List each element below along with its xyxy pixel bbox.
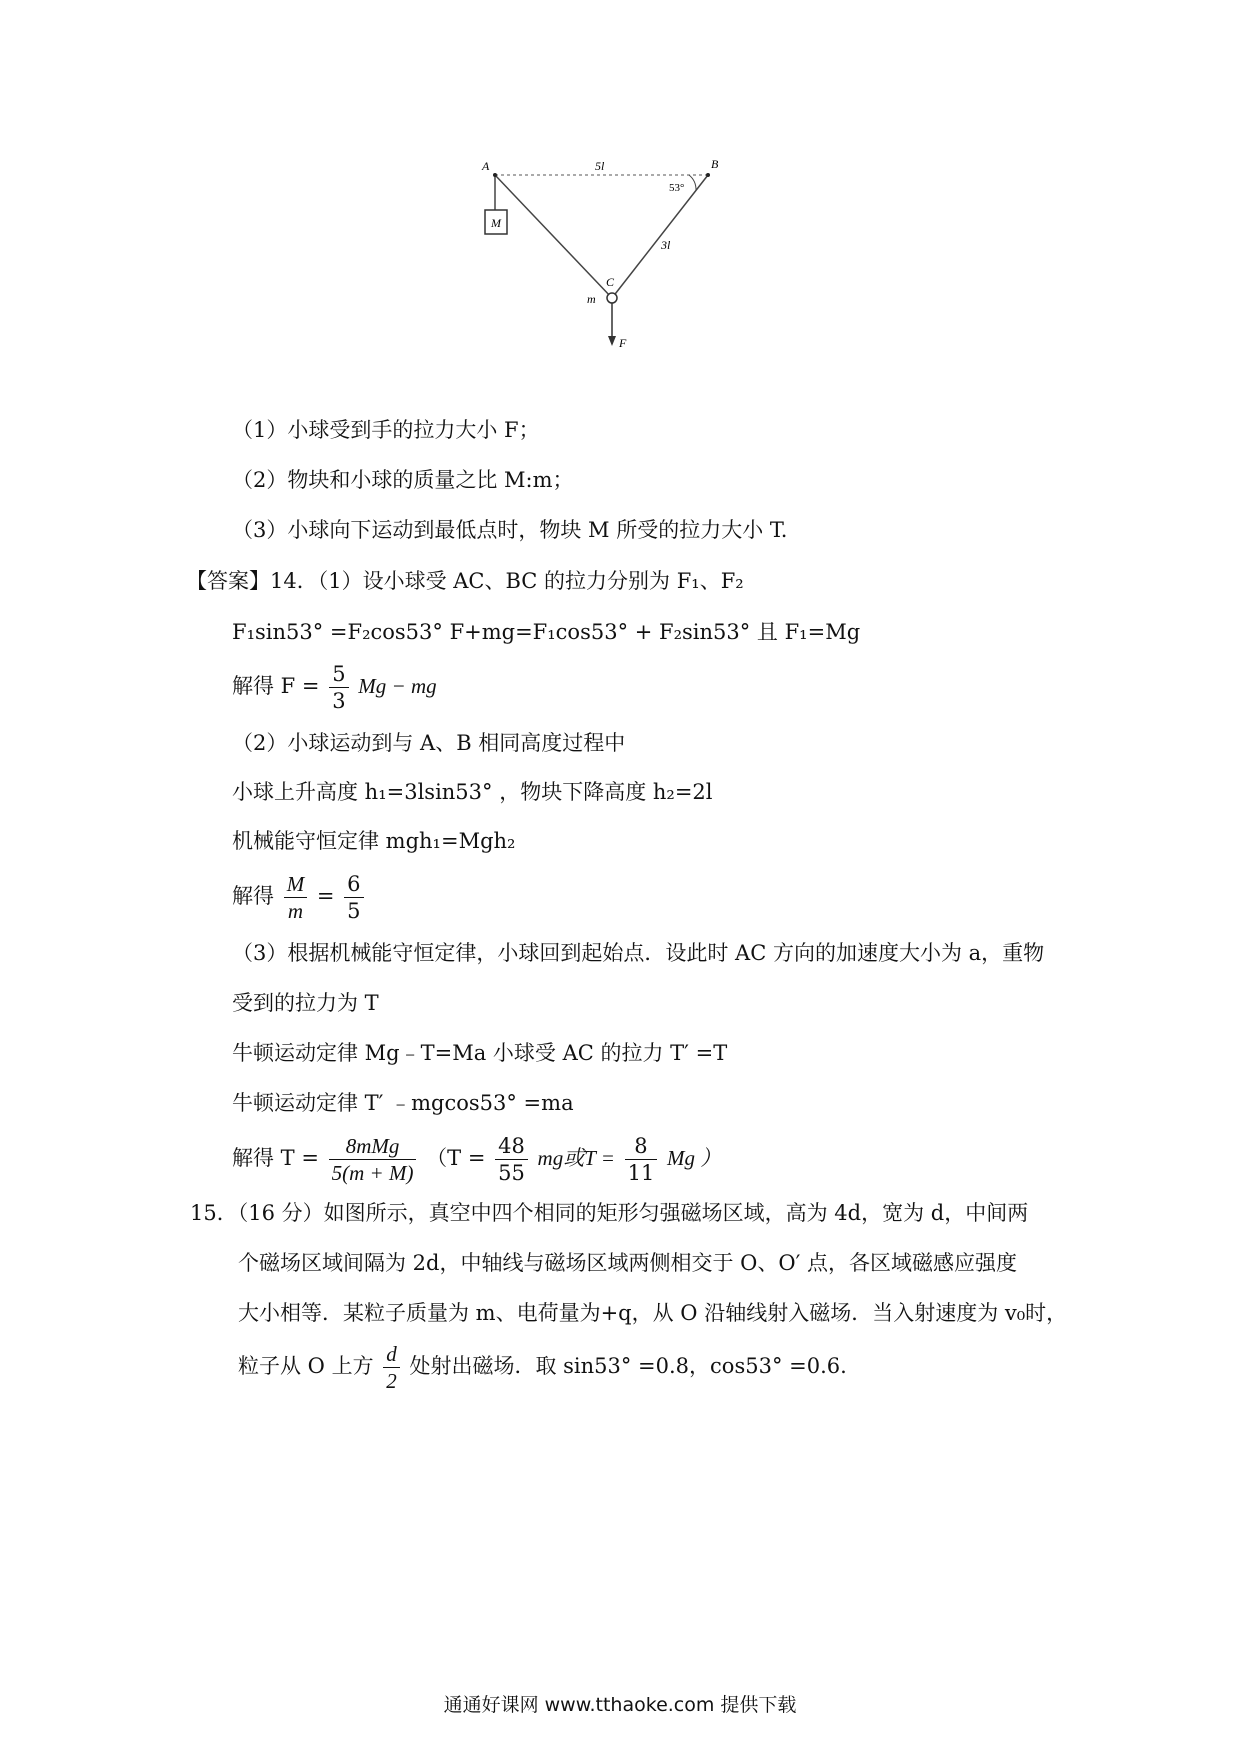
answer-header: 【答案】14．（1）设小球受 AC、BC 的拉力分别为 F₁、F₂ <box>186 569 744 593</box>
problem-15-line-2: 个磁场区域间隔为 2d，中轴线与磁场区域两侧相交于 O、O′ 点，各区域磁感应强度 <box>238 1251 1018 1275</box>
line-4-prefix: 粒子从 O 上方 <box>238 1354 374 1378</box>
denominator: m <box>287 899 304 923</box>
label-angle: 53° <box>669 182 685 194</box>
denominator: 2 <box>386 1369 397 1393</box>
answer-solution-2 <box>232 868 367 924</box>
label-block-m: M <box>491 216 501 230</box>
fraction-5-3 <box>329 661 348 714</box>
label-a: A <box>482 160 490 173</box>
label-bc-length: 3l <box>661 238 671 252</box>
part-2-energy: 机械能守恒定律 mgh₁=Mgh₂ <box>232 829 516 853</box>
solution-3-alt-close: Mg ） <box>667 1146 722 1170</box>
answer-solution-3 <box>232 1130 721 1186</box>
question-3: （3）小球向下运动到最低点时，物块 M 所受的拉力大小 T. <box>232 518 788 542</box>
problem-15-line-3: 大小相等．某粒子质量为 m、电荷量为+q，从 O 沿轴线射入磁场．当入射速度为 v₀时， <box>238 1301 1068 1325</box>
figure-background <box>455 160 815 400</box>
answer-solution-1 <box>232 658 437 714</box>
part-3-line-1: （3）根据机械能守恒定律，小球回到起始点．设此时 AC 方向的加速度大小为 a，重物 <box>232 941 1045 965</box>
force-diagram <box>455 160 815 400</box>
page-footer: 通通好课网 www.tthaoke.com 提供下载 <box>443 1694 797 1716</box>
problem-15-line-4 <box>238 1338 847 1394</box>
denominator: 5(m + M) <box>331 1161 414 1185</box>
numerator: M <box>284 871 308 898</box>
solution-3-alt-mid: mg或T = <box>537 1146 615 1170</box>
solution-3-prefix: 解得 T = <box>232 1146 319 1170</box>
denominator: 55 <box>498 1161 525 1185</box>
fraction-d-2 <box>383 1341 400 1394</box>
fraction-m-ratio <box>284 871 308 924</box>
denominator: 3 <box>332 689 346 713</box>
denominator: 11 <box>627 1161 655 1185</box>
line-4-suffix: 处射出磁场．取 sin53° =0.8，cos53° =0.6. <box>409 1354 847 1378</box>
numerator: 5 <box>329 661 348 688</box>
ball-c <box>607 293 617 303</box>
denominator: 5 <box>347 899 361 923</box>
part-3-newton-1: 牛顿运动定律 Mg﹣T=Ma 小球受 AC 的拉力 T′ =T <box>232 1041 728 1065</box>
numerator: d <box>383 1341 400 1368</box>
fraction-6-5 <box>344 871 363 924</box>
part-2-title: （2）小球运动到与 A、B 相同高度过程中 <box>232 731 626 755</box>
label-f: F <box>619 336 627 350</box>
fraction-8-11 <box>625 1133 658 1186</box>
numerator: 6 <box>344 871 363 898</box>
question-1: （1）小球受到手的拉力大小 F； <box>232 418 540 442</box>
numerator: 48 <box>495 1133 528 1160</box>
point-a <box>493 173 497 177</box>
label-ab-length: 5l <box>595 160 605 173</box>
solution-2-equals: = <box>316 884 335 908</box>
answer-equation-1: F₁sin53° =F₂cos53° F+mg=F₁cos53° + F₂sin53° 且 F₁=Mg <box>232 620 861 644</box>
part-3-line-2: 受到的拉力为 T <box>232 991 379 1015</box>
problem-15-line-1: 15．（16 分）如图所示，真空中四个相同的矩形匀强磁场区域，高为 4d，宽为 d，中间两 <box>190 1201 1029 1225</box>
part-2-heights: 小球上升高度 h₁=3lsin53° ，物块下降高度 h₂=2l <box>232 780 713 804</box>
solution-3-alt-open: （T = <box>426 1146 486 1170</box>
label-b: B <box>711 160 719 171</box>
point-b <box>706 173 710 177</box>
label-c: C <box>606 275 615 289</box>
solution-2-prefix: 解得 <box>232 884 274 908</box>
part-3-newton-2: 牛顿运动定律 T′ ﹣mgcos53° =ma <box>232 1091 574 1115</box>
numerator: 8 <box>625 1133 658 1160</box>
solution-1-prefix: 解得 F = <box>232 674 320 698</box>
fraction-8mmg <box>329 1133 417 1186</box>
label-ball-m: m <box>587 292 596 306</box>
fraction-48-55 <box>495 1133 528 1186</box>
numerator: 8mMg <box>329 1133 417 1160</box>
question-2: （2）物块和小球的质量之比 M:m； <box>232 468 574 492</box>
solution-1-suffix: Mg − mg <box>358 674 437 698</box>
